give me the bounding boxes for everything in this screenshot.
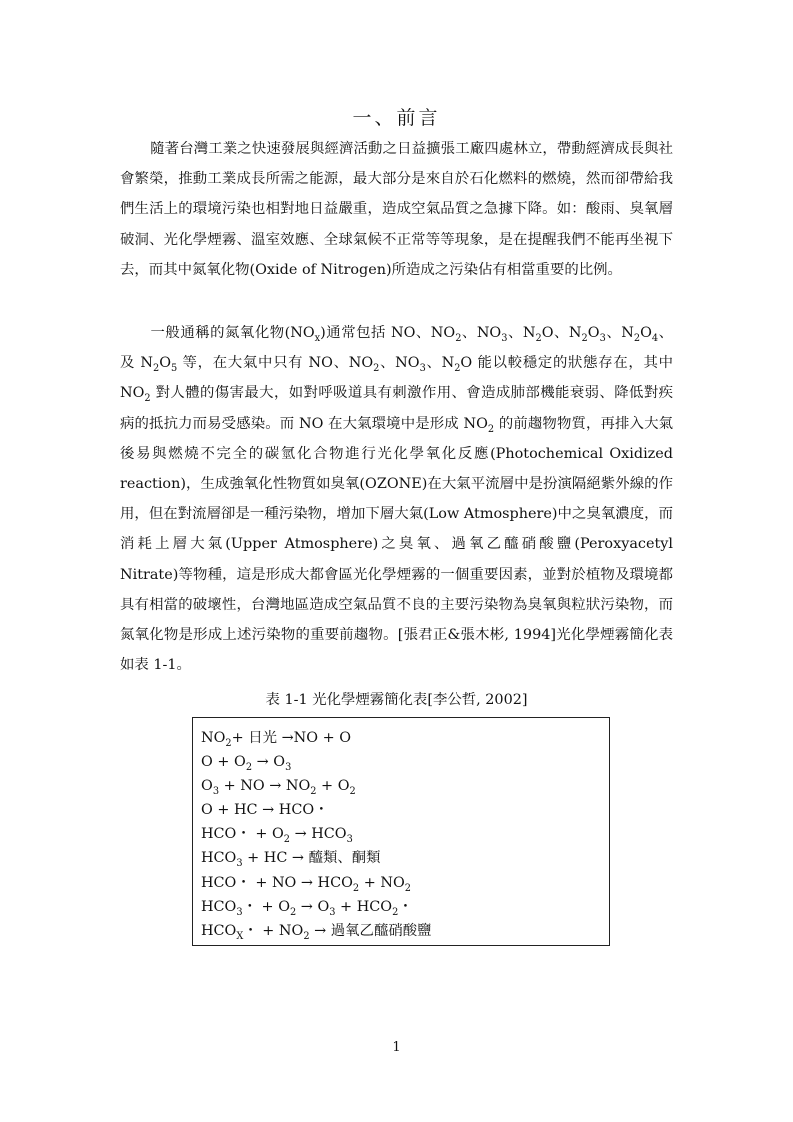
- eq-text: → HCO: [290, 826, 347, 843]
- equation-row: [201, 822, 601, 846]
- equation-row: [201, 774, 601, 798]
- eq-text: O + HC → HCO・: [201, 802, 329, 819]
- eq-text: ・: [398, 898, 413, 915]
- p2-sub: 2: [454, 363, 461, 375]
- eq-sub: 2: [352, 882, 360, 894]
- p2-seg: 對人體的傷害最大，如對呼吸道具有刺激作用、會造成肺部機能衰弱、降低對疾病的抵抗力而易受感染。而 NO 在大氣環境中是形成 NO: [120, 385, 673, 432]
- eq-sub: 3: [285, 761, 292, 773]
- eq-sub: 2: [404, 882, 411, 894]
- p2-seg: O: [640, 325, 652, 341]
- p2-seg: 、N: [605, 325, 634, 341]
- eq-text: ・ + O: [242, 898, 290, 915]
- p2-sub: 3: [419, 363, 426, 375]
- p2-sub: 2: [455, 332, 462, 344]
- eq-text: HCO: [201, 922, 237, 939]
- eq-sub: 3: [236, 858, 243, 870]
- equation-row: [201, 750, 601, 774]
- p2-sub: 5: [171, 363, 178, 375]
- eq-text: + NO: [359, 874, 405, 891]
- p2-seg: 的前趨物物質，再排入大氣後易與燃燒不完全的碳氫化合物進行光化學氧化反應(Photochemical Oxidized reaction)，生成強氧化性物質如臭氧(OZONE)在大氣平流層中是扮演隔絕紫外線的作用，但在對流層卻是一種污染物，增加下層大氣(Low Atmosphere)中之臭氧濃度，而消耗上層大氣(Upper Atmosphere)之臭氧、過氧乙醯硝酸鹽(Peroxyacetyl Nitrate)等物種，這是形成大都會區光化學煙霧的一個重要因素，並對於植物及環境都具有相當的破壞性，台灣地區造成空氣品質不良的主要污染物為臭氧與粒狀污染物，而氮氧化物是形成上述污染物的重要前趨物。[張君正&張木彬, 1994]光化學煙霧簡化表如表 1-1。: [120, 415, 673, 674]
- p2-sub: 2: [487, 423, 495, 435]
- eq-text: + HCO: [335, 898, 393, 915]
- p2-seg: O、N: [541, 325, 582, 341]
- table-caption: 表 1-1 光化學煙霧簡化表[李公哲, 2002]: [265, 692, 528, 708]
- p2-seg: O: [587, 325, 600, 341]
- p2-seg: 等，在大氣中只有 NO、NO: [177, 355, 374, 372]
- p2-sub: 4: [651, 332, 659, 344]
- eq-text: O + O: [201, 754, 246, 771]
- eq-sub: 3: [329, 906, 336, 918]
- eq-text: + 日光 →NO + O: [231, 730, 352, 746]
- eq-text: ・ + NO: [243, 922, 304, 939]
- p2-seg: 、N: [425, 355, 455, 372]
- p2-seg: O: [159, 355, 172, 372]
- eq-text: + NO → NO: [219, 778, 311, 795]
- page-number: 1: [392, 1040, 401, 1055]
- equation-row: [201, 846, 601, 870]
- p2-sub: 2: [152, 363, 160, 375]
- eq-text: HCO・ + O: [201, 826, 284, 843]
- eq-text: HCO・ + NO → HCO: [201, 874, 353, 891]
- p2-seg: 、NO: [379, 355, 420, 372]
- p2-sub: 2: [633, 332, 641, 344]
- p2-sub: 2: [373, 363, 380, 375]
- eq-text: + O: [316, 778, 350, 795]
- equation-row: [201, 919, 601, 943]
- p2-seg: 、及 N: [120, 325, 674, 372]
- equation-table: [192, 717, 610, 946]
- p2-sub: 3: [599, 332, 606, 344]
- p2-sub: x: [314, 332, 321, 344]
- equation-row: [201, 798, 601, 822]
- eq-sub: 2: [225, 737, 232, 749]
- eq-text: → 過氧乙醯硝酸鹽: [309, 922, 432, 939]
- p2-sub: 2: [144, 393, 151, 405]
- eq-sub: 2: [283, 834, 290, 846]
- intro-paragraph-2: [120, 318, 673, 680]
- p2-seg: O 能以較穩定的狀態存在，其中 NO: [120, 355, 674, 402]
- eq-sub: 3: [212, 786, 220, 798]
- eq-text: NO: [201, 730, 226, 746]
- eq-sub: 3: [346, 834, 353, 846]
- intro-paragraph-1: [120, 134, 673, 285]
- eq-text: → O: [252, 754, 286, 771]
- equation-row: [201, 726, 601, 750]
- equation-row: [201, 895, 601, 919]
- equation-row: [201, 871, 601, 895]
- eq-text: + HC → 醯類、酮類: [242, 850, 381, 867]
- section-heading: 一、前言: [352, 107, 441, 129]
- eq-text: HCO: [201, 850, 237, 867]
- eq-sub: 2: [245, 761, 253, 773]
- eq-text: O: [201, 778, 213, 795]
- eq-sub: X: [236, 930, 244, 942]
- eq-sub: 3: [236, 906, 243, 918]
- eq-sub: 2: [290, 906, 297, 918]
- p2-sub: 3: [501, 332, 508, 344]
- eq-sub: 2: [392, 906, 399, 918]
- p2-sub: 2: [581, 332, 588, 344]
- p2-seg: 、N: [507, 325, 536, 341]
- p2-sub: 2: [535, 332, 542, 344]
- eq-text: HCO: [201, 898, 237, 915]
- eq-sub: 2: [349, 786, 356, 798]
- paragraph-1-text: 隨著台灣工業之快速發展與經濟活動之日益擴張工廠四處林立，帶動經濟成長與社會繁榮，推動工業成長所需之能源，最大部分是來自於石化燃料的燃燒，然而卻帶給我們生活上的環境污染也相對地日益嚴重，造成空氣品質之急據下降。如：酸雨、臭氧層破洞、光化學煙霧、溫室效應、全球氣候不正常等等現象，是在提醒我們不能再坐視下去，而其中氮氧化物(Oxide of Nitrogen)所造成之污染佔有相當重要的比例。: [120, 141, 673, 278]
- eq-sub: 2: [310, 786, 317, 798]
- eq-text: → O: [296, 898, 330, 915]
- p2-seg: 、NO: [461, 325, 502, 341]
- p2-seg: )通常包括 NO、NO: [320, 325, 456, 341]
- p2-seg: 一般通稱的氮氧化物(NO: [150, 325, 315, 341]
- eq-sub: 2: [303, 930, 310, 942]
